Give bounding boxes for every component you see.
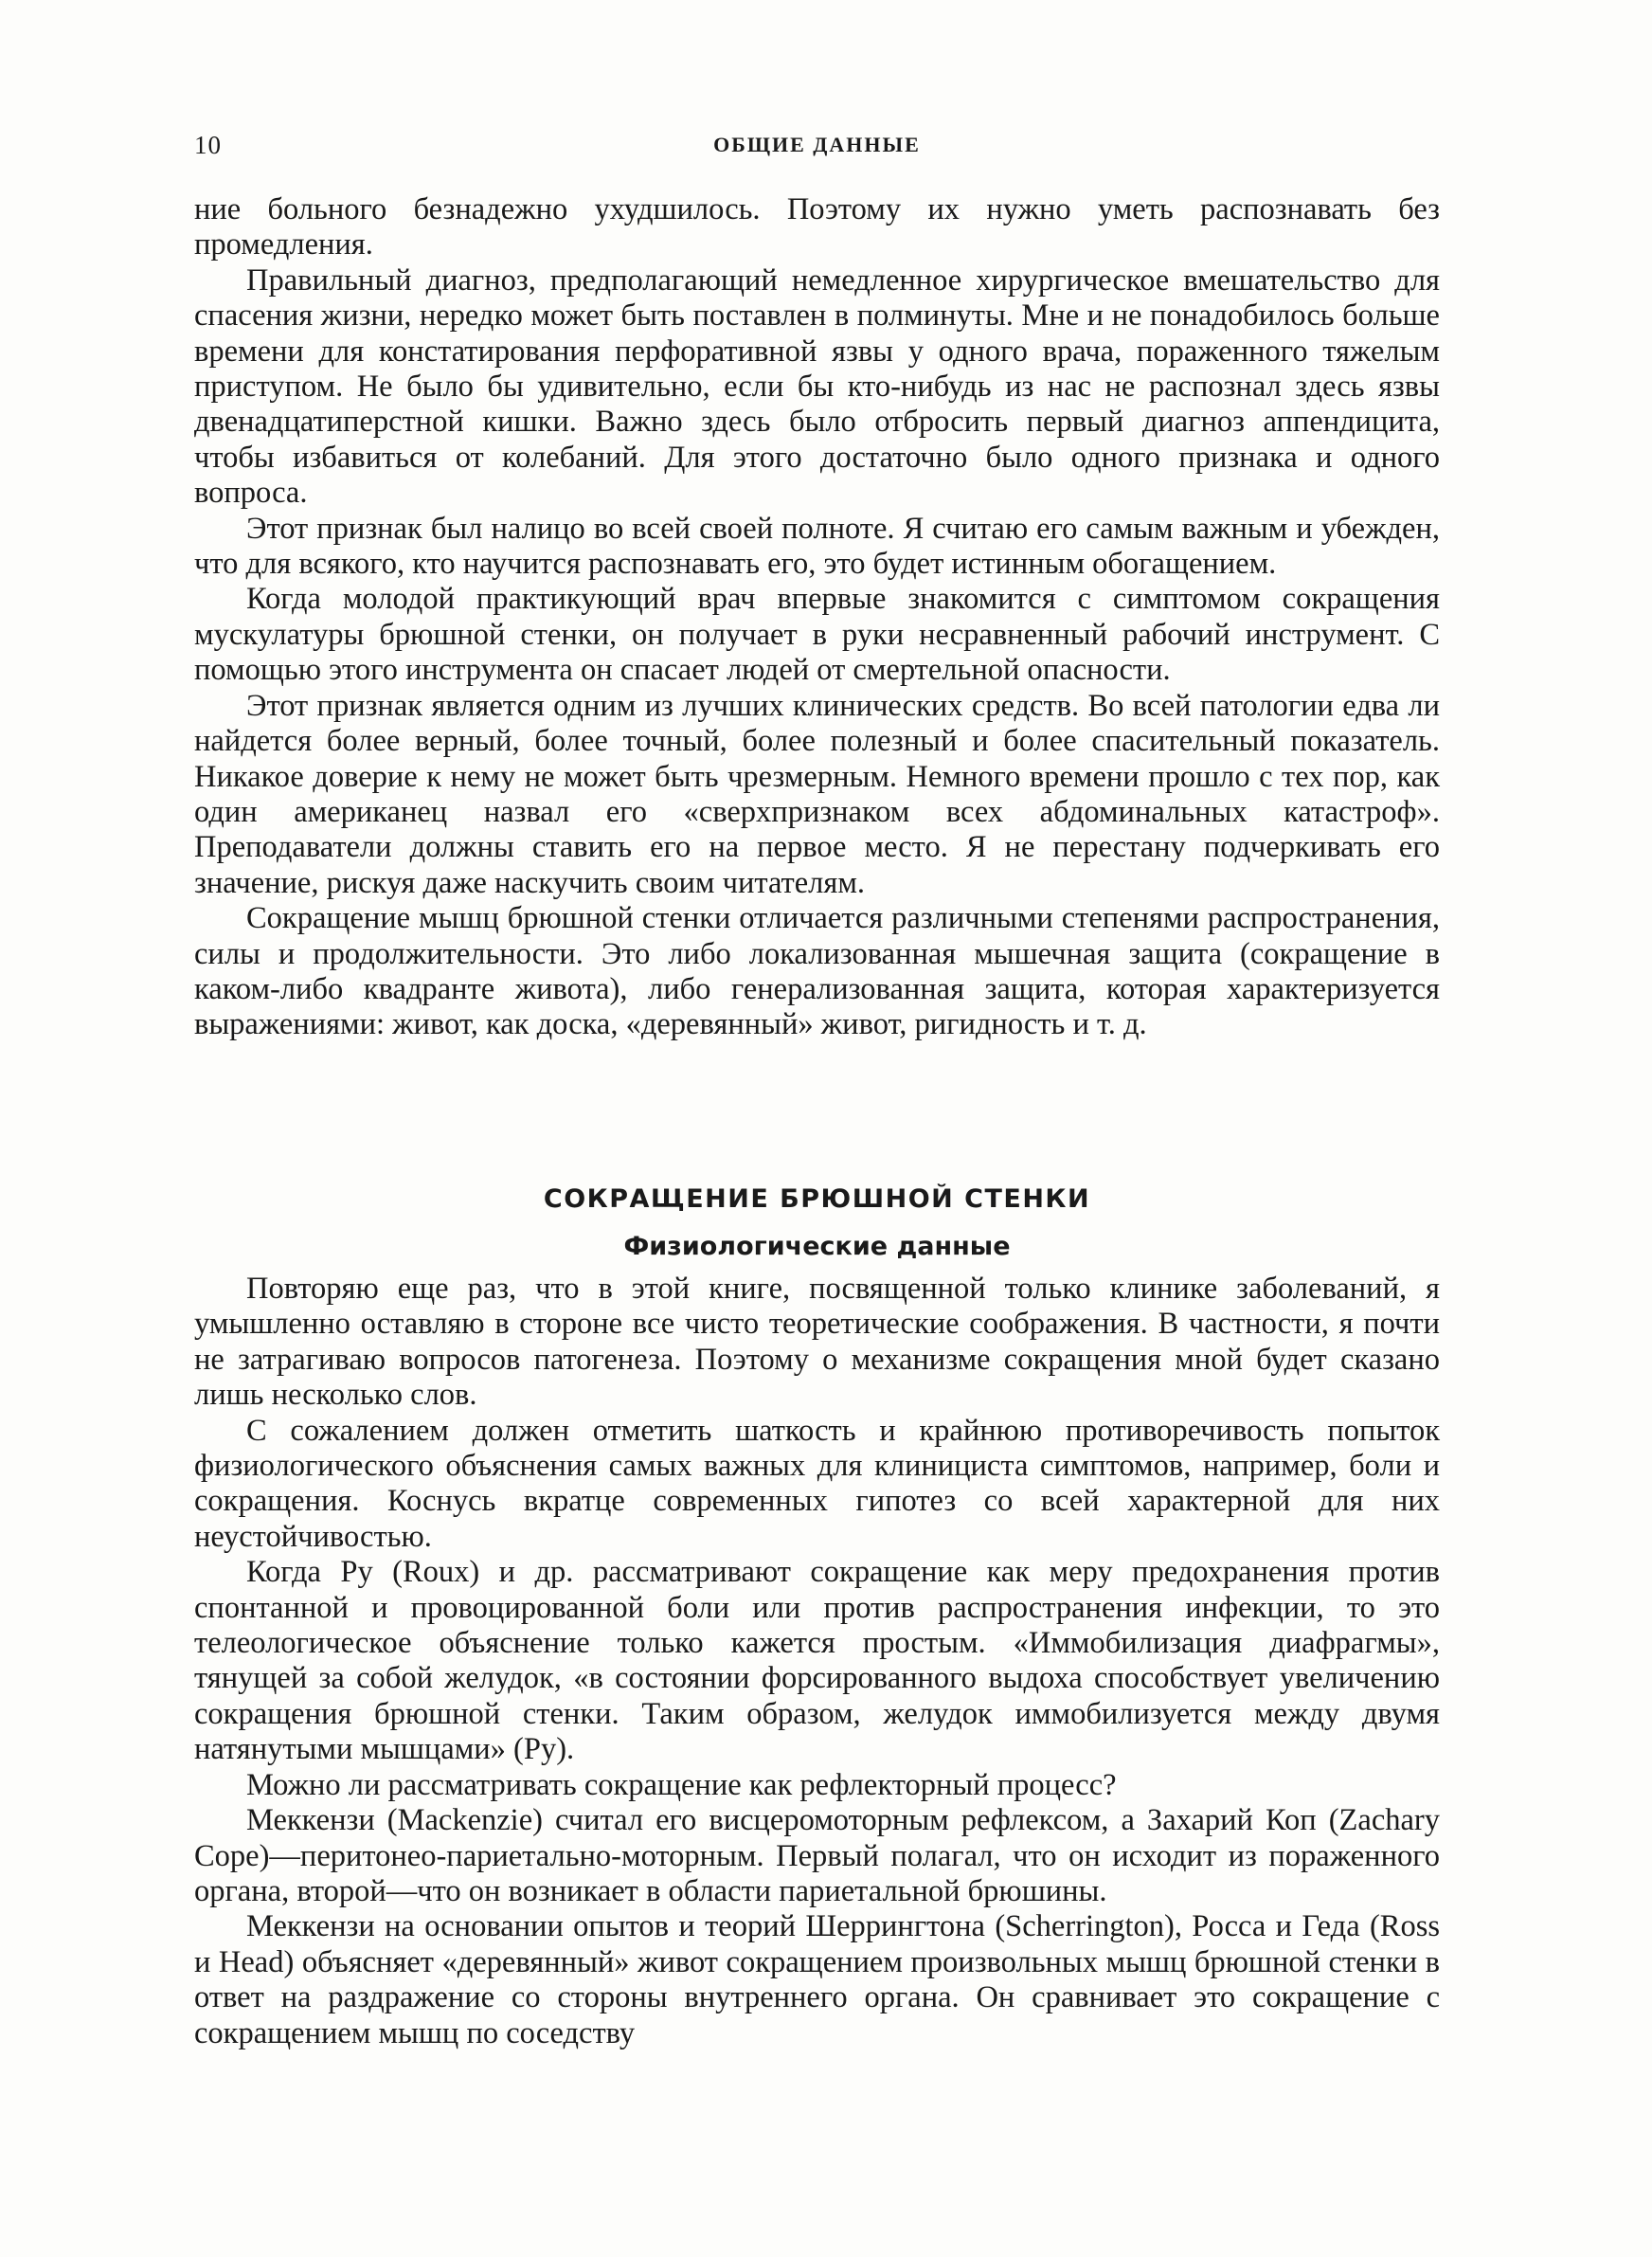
paragraph: Этот признак является одним из лучших клинических средств. Во всей патологии едва ли найдется более верный, более точный, более полезный и более спасительный показатель. Никакое доверие к нему не может быть чрезмерным. Немного времени прошло с тех пор, как один американец назвал его «сверхпризнаком всех абдоминальных катастроф». Преподаватели должны ставить его на первое место. Я не перестану подчеркивать его значение, рискуя даже наскучить своим читателям. xyxy=(194,688,1440,900)
page-header xyxy=(194,131,1440,169)
paragraph: Когда Ру (Roux) и др. рассматривают сокращение как меру предохранения против спонтанной и провоцированной боли или против распространения инфекции, то это телеологическое объяснение только кажется простым. «Иммобилизация диафрагмы», тянущей за собой желудок, «в состоянии форсированного выдоха способствует увеличению сокращения брюшной стенки. Таким образом, желудок иммобилизуется между двумя натянутыми мышцами» (Ру). xyxy=(194,1555,1440,1767)
paragraph: Повторяю еще раз, что в этой книге, посвященной только клинике заболеваний, я умышленно оставляю в стороне все чисто теоретические соображения. В частности, я почти не затрагиваю вопросов патогенеза. Поэтому о механизме сокращения мной будет сказано лишь несколько слов. xyxy=(194,1272,1440,1413)
page-number: 10 xyxy=(194,131,222,159)
paragraph: Правильный диагноз, предполагающий немедленное хирургическое вмешательство для спасения жизни, нередко может быть поставлен в полминуты. Мне и не понадобилось больше времени для констатирования перфоративной язвы у одного врача, пораженного тяжелым приступом. Не было бы удивительно, если бы кто-нибудь из нас не распознал здесь язвы двенадцатиперстной кишки. Важно здесь было отбросить первый диагноз аппендицита, чтобы избавиться от колебаний. Для этого достаточно было одного признака и одного вопроса. xyxy=(194,262,1440,511)
section-heading: СОКРАЩЕНИЕ БРЮШНОЙ СТЕНКИ xyxy=(543,1184,1091,1214)
paragraph: Сокращение мышц брюшной стенки отличается различными степенями распространения, силы и продолжительности. Это либо локализованная мышечная защита (сокращение в каком-либо квадранте живота), либо генерализованная защита, которая характеризуется выражениями: живот, как доска, «деревянный» живот, ригидность и т. д. xyxy=(194,901,1440,1042)
paragraph: Когда молодой практикующий врач впервые знакомится с симптомом сокращения мускулатуры брюшной стенки, он получает в руки несравненный рабочий инструмент. С помощью этого инструмента он спасает людей от смертельной опасности. xyxy=(194,582,1440,688)
paragraph: Меккензи на основании опытов и теорий Шеррингтона (Scherrington), Росса и Геда (Ross и Head) объясняет «деревянный» живот сокращением произвольных мышц брюшной стенки в ответ на раздражение со стороны внутреннего органа. Он сравнивает это сокращение с сокращением мышц по соседству xyxy=(194,1909,1440,2050)
paragraph: Этот признак был налицо во всей своей полноте. Я считаю его самым важным и убежден, что для всякого, кто научится распознавать его, это будет истинным обогащением. xyxy=(194,511,1440,582)
body-text-top xyxy=(194,192,1440,1043)
subsection-heading: Физиологические данные xyxy=(623,1232,1011,1261)
paragraph: Меккензи (Mackenzie) считал его висцеромоторным рефлексом, а Захарий Коп (Zachary Cope)—перитонео-париетально-моторным. Первый полагал, что он исходит из пораженного органа, второй—что он возникает в области париетальной брюшины. xyxy=(194,1803,1440,1908)
paragraph: С сожалением должен отметить шаткость и крайнюю противоречивость попыток физиологического объяснения самых важных для клинициста симптомов, например, боли и сокращения. Коснусь вкратце современных гипотез со всей характерной для них неустойчивостью. xyxy=(194,1413,1440,1554)
paragraph: ние больного безнадежно ухудшилось. Поэтому их нужно уметь распознавать без промедления. xyxy=(194,192,1440,262)
body-text-bottom xyxy=(194,1272,1440,2051)
paragraph: Можно ли рассматривать сокращение как рефлекторный процесс? xyxy=(246,1767,1117,1802)
running-title: ОБЩИЕ ДАННЫЕ xyxy=(713,133,921,156)
